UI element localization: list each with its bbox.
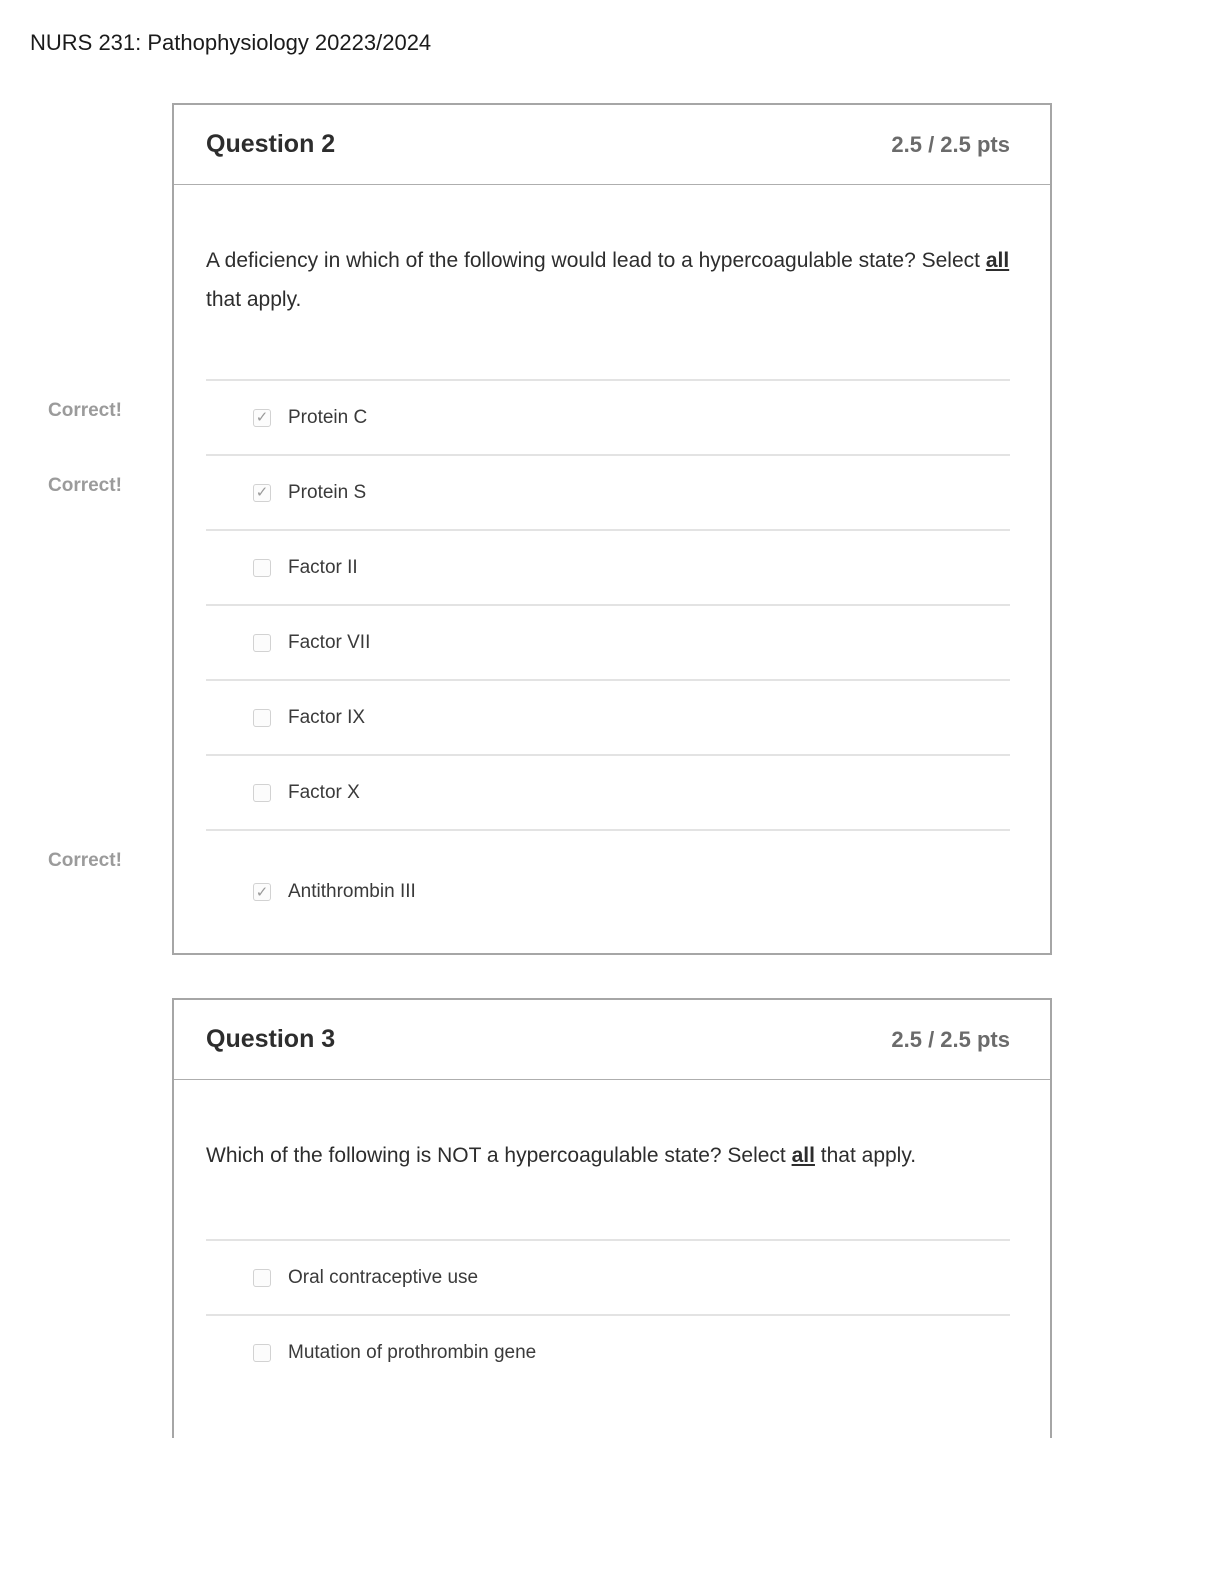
options-list — [206, 1239, 1010, 1389]
option-checkbox[interactable] — [253, 559, 271, 577]
option-row — [48, 379, 1010, 454]
question-3-card — [172, 998, 1052, 1438]
checkmark-icon: ✓ — [255, 408, 269, 426]
option-row — [206, 1239, 1010, 1314]
option-row — [206, 754, 1010, 829]
question-2-card — [48, 103, 1052, 955]
question-points: 2.5 / 2.5 pts — [891, 131, 1010, 157]
question-prompt — [206, 241, 1010, 319]
option-label: Factor VII — [288, 631, 371, 653]
option-label: Protein C — [288, 406, 368, 428]
question-3-header — [174, 1000, 1050, 1080]
checkmark-icon: ✓ — [255, 882, 269, 901]
option-checkbox[interactable] — [253, 1269, 271, 1287]
option-checkbox[interactable] — [253, 409, 271, 427]
option-checkbox[interactable] — [253, 484, 271, 502]
question-3-body — [174, 1080, 1050, 1389]
question-2-body — [48, 185, 1050, 953]
prompt-text-post: that apply. — [206, 288, 302, 311]
option-label: Factor X — [288, 781, 360, 803]
option-label: Mutation of prothrombin gene — [288, 1341, 537, 1363]
course-title: NURS 231: Pathophysiology 20223/2024 — [30, 30, 432, 55]
option-checkbox[interactable] — [253, 784, 271, 802]
option-label: Factor II — [288, 556, 358, 578]
option-label: Oral contraceptive use — [288, 1266, 479, 1288]
checkmark-icon: ✓ — [255, 483, 269, 501]
option-row — [48, 454, 1010, 529]
prompt-text-pre: A deficiency in which of the following would lead to a hypercoagulable state? Select — [206, 249, 986, 272]
correct-badge: Correct! — [48, 475, 122, 496]
option-checkbox[interactable] — [253, 883, 271, 901]
option-row — [206, 1314, 1010, 1389]
option-label: Antithrombin III — [288, 881, 416, 902]
option-checkbox[interactable] — [253, 709, 271, 727]
option-checkbox[interactable] — [253, 1344, 271, 1362]
prompt-text-post: that apply. — [814, 1144, 917, 1167]
prompt-emphasis: all — [985, 249, 1010, 272]
option-label: Protein S — [288, 481, 367, 503]
question-title: Question 2 — [206, 130, 336, 158]
option-row — [206, 529, 1010, 604]
option-row — [206, 679, 1010, 754]
question-prompt — [206, 1136, 1010, 1175]
correct-badge: Correct! — [48, 400, 122, 421]
prompt-emphasis: all — [791, 1144, 815, 1167]
prompt-text-pre: Which of the following is NOT a hypercoagulable state? Select — [206, 1144, 792, 1167]
option-row — [48, 829, 1010, 953]
option-label: Factor IX — [288, 706, 366, 728]
question-2-header — [174, 105, 1050, 185]
option-row — [206, 604, 1010, 679]
correct-badge: Correct! — [48, 850, 122, 871]
question-title: Question 3 — [206, 1025, 336, 1053]
options-list — [48, 379, 1010, 953]
question-points: 2.5 / 2.5 pts — [891, 1026, 1010, 1052]
option-checkbox[interactable] — [253, 634, 271, 652]
